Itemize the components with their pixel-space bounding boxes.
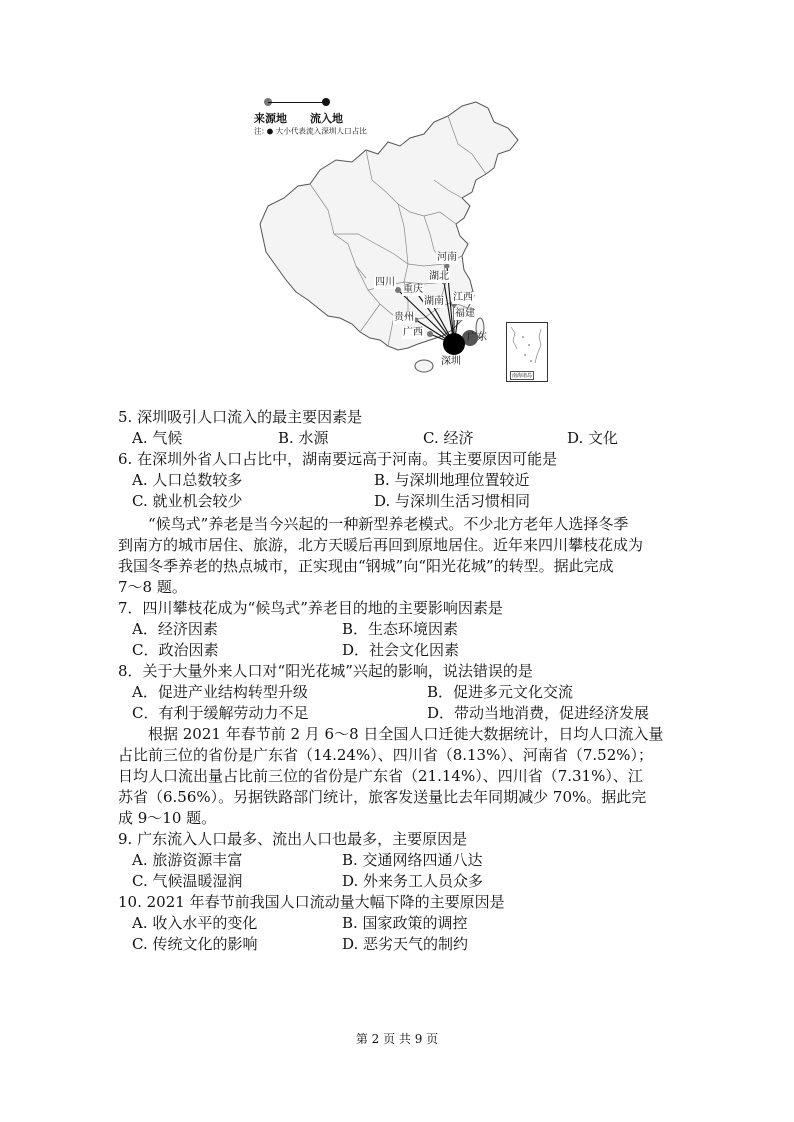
label-guizhou: 贵州 bbox=[394, 312, 414, 323]
legend-dest-label: 流入地 bbox=[310, 112, 343, 125]
q7-option-a[interactable]: A．经济因素 bbox=[132, 620, 218, 638]
q9-option-d[interactable]: D. 外来务工人员众多 bbox=[342, 872, 484, 890]
q8-stem: 8．关于大量外来人口对“阳光花城”兴起的影响，说法错误的是 bbox=[118, 662, 533, 680]
label-hubei: 湖北 bbox=[429, 271, 449, 282]
inset-label: 南海诸岛 bbox=[512, 373, 533, 379]
passage1-line: 到南方的城市居住、旅游，北方天暖后再回到原地居住。近年来四川攀枝花成为 bbox=[118, 536, 644, 554]
q9-option-a[interactable]: A. 旅游资源丰富 bbox=[132, 851, 243, 869]
q9-stem: 9. 广东流入人口最多、流出人口也最多，主要原因是 bbox=[118, 830, 468, 848]
passage1-line: 我国冬季养老的热点城市，正实现由“钢城”向“阳光花城”的转型。据此完成 bbox=[118, 557, 614, 575]
q6-stem: 6. 在深圳外省人口占比中，湖南要远高于河南。其主要原因可能是 bbox=[118, 450, 558, 468]
china-migration-map bbox=[248, 94, 548, 386]
q6-option-c[interactable]: C. 就业机会较少 bbox=[132, 492, 243, 510]
label-guangdong: 广东 bbox=[467, 332, 487, 343]
legend-dest-dot bbox=[322, 98, 330, 106]
q5-option-b[interactable]: B. 水源 bbox=[278, 429, 329, 447]
shenzhen-dot bbox=[443, 333, 465, 355]
label-chongqing: 重庆 bbox=[403, 284, 423, 295]
q5-option-c[interactable]: C. 经济 bbox=[423, 429, 474, 447]
label-hunan: 湖南 bbox=[424, 296, 444, 307]
passage1-line: “候鸟式”养老是当今兴起的一种新型养老模式。不少北方老年人选择冬季 bbox=[148, 515, 629, 533]
label-henan: 河南 bbox=[437, 252, 457, 263]
label-jiangxi: 江西 bbox=[453, 292, 473, 303]
page-footer: 第 2 页 共 9 页 bbox=[355, 1032, 439, 1046]
legend-note: 注: ● 大小代表流入深圳人口占比 bbox=[254, 126, 367, 136]
label-sichuan: 四川 bbox=[375, 277, 395, 288]
q6-option-d[interactable]: D. 与深圳生活习惯相同 bbox=[374, 492, 531, 510]
q7-option-b[interactable]: B．生态环境因素 bbox=[342, 620, 459, 638]
passage2-line: 日均人口流出量占比前三位的省份是广东省（21.14%）、四川省（7.31%）、江 bbox=[118, 767, 643, 785]
south-china-sea-inset bbox=[506, 322, 548, 382]
q8-option-d[interactable]: D．带动当地消费，促进经济发展 bbox=[427, 704, 650, 722]
legend-source-label: 来源地 bbox=[254, 112, 287, 125]
label-shenzhen: 深圳 bbox=[441, 356, 461, 367]
passage1-line: 7～8 题。 bbox=[118, 578, 187, 596]
q10-option-a[interactable]: A. 收入水平的变化 bbox=[132, 914, 258, 932]
q5-option-d[interactable]: D. 文化 bbox=[567, 429, 619, 447]
passage2-line: 成 9～10 题。 bbox=[118, 809, 217, 827]
q8-option-b[interactable]: B．促进多元文化交流 bbox=[427, 683, 574, 701]
legend-line bbox=[268, 102, 326, 103]
q5-option-a[interactable]: A. 气候 bbox=[132, 429, 183, 447]
q8-option-a[interactable]: A．促进产业结构转型升级 bbox=[132, 683, 308, 701]
q5-stem: 5. 深圳吸引人口流入的最主要因素是 bbox=[118, 408, 363, 426]
passage2-line: 根据 2021 年春节前 2 月 6～8 日全国人口迁徙大数据统计，日均人口流入量 bbox=[148, 725, 664, 743]
passage2-line: 占比前三位的省份是广东省（14.24%）、四川省（8.13%）、河南省（7.52%）； bbox=[118, 746, 654, 764]
q9-option-b[interactable]: B. 交通网络四通八达 bbox=[342, 851, 483, 869]
label-fujian: 福建 bbox=[455, 308, 475, 319]
china-map-outline bbox=[248, 94, 548, 386]
q7-stem: 7．四川攀枝花成为“候鸟式”养老目的地的主要影响因素是 bbox=[118, 599, 503, 617]
q10-stem: 10. 2021 年春节前我国人口流动量大幅下降的主要原因是 bbox=[118, 893, 505, 911]
q6-option-b[interactable]: B. 与深圳地理位置较近 bbox=[374, 471, 530, 489]
q6-option-a[interactable]: A. 人口总数较多 bbox=[132, 471, 243, 489]
q10-option-c[interactable]: C. 传统文化的影响 bbox=[132, 935, 258, 953]
q10-option-d[interactable]: D. 恶劣天气的制约 bbox=[342, 935, 469, 953]
q7-option-d[interactable]: D．社会文化因素 bbox=[342, 641, 460, 659]
passage2-line: 苏省（6.56%）。另据铁路部门统计，旅客发送量比去年同期减少 70%。据此完 bbox=[118, 788, 647, 806]
q10-option-b[interactable]: B. 国家政策的调控 bbox=[342, 914, 468, 932]
q9-option-c[interactable]: C. 气候温暖湿润 bbox=[132, 872, 243, 890]
q7-option-c[interactable]: C．政治因素 bbox=[132, 641, 219, 659]
q8-option-c[interactable]: C．有利于缓解劳动力不足 bbox=[132, 704, 309, 722]
label-guangxi: 广西 bbox=[403, 327, 423, 338]
